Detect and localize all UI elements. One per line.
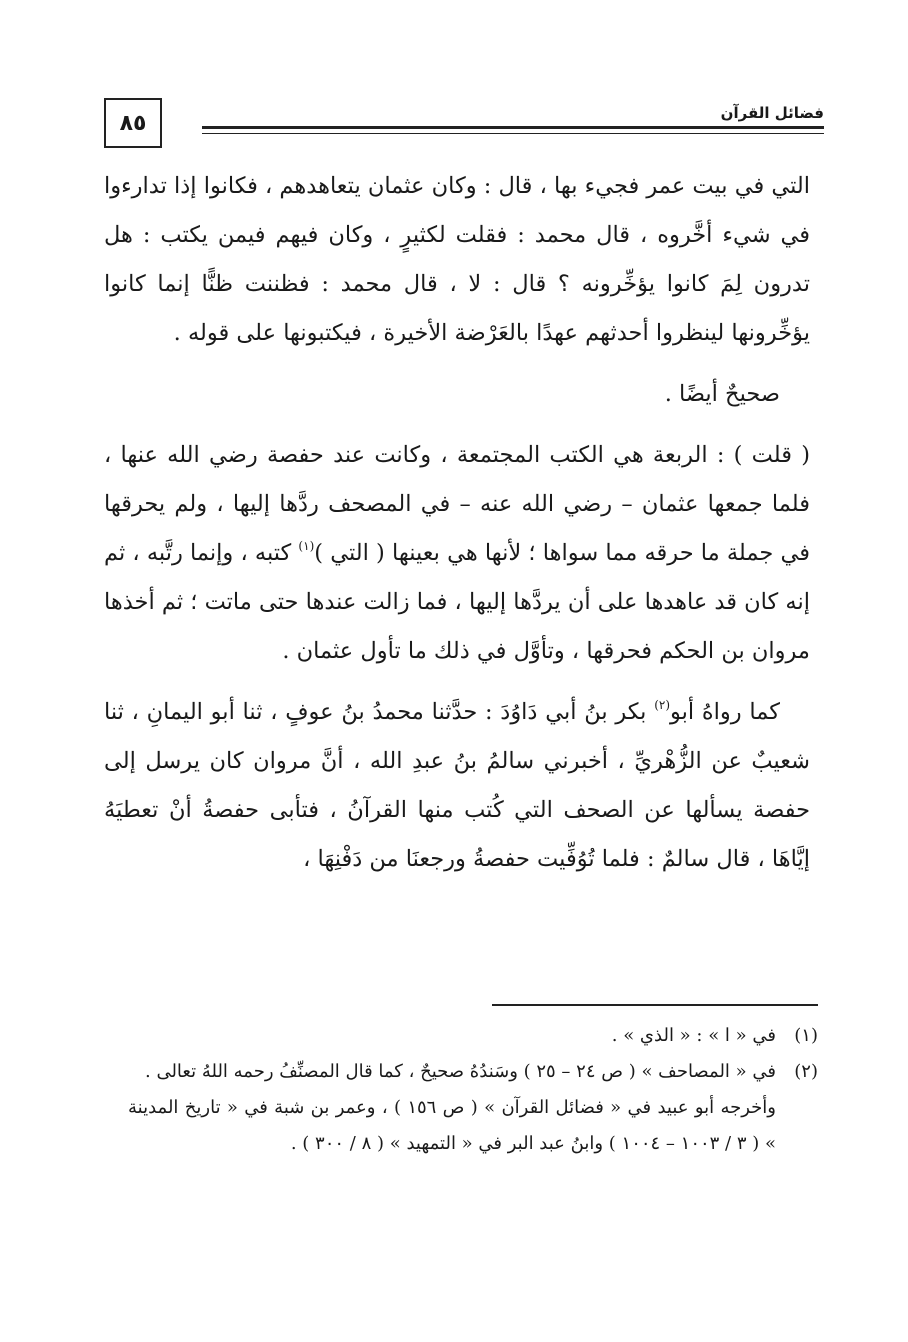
footnote-2 [128, 1054, 818, 1162]
paragraph-1: التي في بيت عمر فجيء بها ، قال : وكان عثمان يتعاهدهم ، فكانوا إذا تدارءوا في شيء أخَّروه ، قال محمد : فقلت لكثيرٍ ، وكان فيهم فيمن يكتب : هل تدرون لِمَ كانوا يؤخِّرونه ؟ قال : لا ، قال محمد : فظننت ظنًّا إنما كانوا يؤخِّرونها لينظروا أحدثهم عهدًا بالعَرْضة الأخيرة ، فيكتبونها على قوله . [103, 173, 810, 346]
paragraph-4 [104, 688, 810, 884]
footnote-number: (١) [794, 1025, 818, 1046]
paragraph-3-text-a: ( قلت ) : الربعة هي الكتب المجتمعة ، وكانت عند حفصة رضي الله عنها ، فلما جمعها عثمان – رضي الله عنه – في المصحف ردَّها إليها ، ولم يحرقها في جملة ما حرقه مما سواها ؛ لأنها هي بعينها ( التي ) [104, 442, 810, 566]
paragraph-4-text-a: كما رواهُ أبو [670, 699, 780, 725]
footnote-line: في « ا » : « الذي » . [611, 1025, 776, 1046]
footnote-line: في « المصاحف » ( ص ٢٤ – ٢٥ ) وسَندُهُ صحيحٌ ، كما قال المصنِّفُ رحمه اللهُ تعالى . [145, 1061, 776, 1082]
footnote-ref-2: (٢) [654, 698, 671, 712]
paragraph-2: صحيحٌ أيضًا . [664, 381, 780, 407]
footnotes [128, 1018, 818, 1162]
footnote-divider [492, 1004, 818, 1006]
footnote-line: وأخرجه أبو عبيد في « فضائل القرآن » ( ص ١٥٦ ) ، وعمر بن شبة في « تاريخ المدينة » ( ٣ / ١٠٠٣ – ١٠٠٤ ) وابنُ عبد البر في « التمهيد » ( ٨ / ٣٠٠ ) . [128, 1097, 777, 1154]
running-title: فضائل القرآن [720, 104, 824, 122]
footnote-1 [128, 1018, 818, 1054]
footnote-number: (٢) [794, 1061, 818, 1082]
paragraph-4-text-b: بكر بنُ أبي دَاوُدَ : حدَّثنا محمدُ بنُ عوفٍ ، ثنا أبو اليمانِ ، ثنا شعيبٌ عن الزُّهْريِّ ، أخبرني سالمُ بنُ عبدِ الله ، أنَّ مروان كان يرسل إلى حفصة يسألها عن الصحف التي كُتب منها القرآنُ ، فتأبى حفصةُ أنْ تعطيَهُ إيَّاهَا ، قال سالمٌ : فلما تُوُفِّيت حفصةُ ورجعنَا من دَفْنِهَا ، [104, 699, 810, 872]
header-rule-thin [202, 133, 824, 134]
page-number: ٨٥ [104, 98, 162, 148]
footnote-ref-1: (١) [298, 539, 315, 553]
paragraph-3 [104, 431, 810, 676]
main-text [104, 162, 810, 884]
header-rule-thick [202, 126, 824, 129]
footnote-body [128, 1054, 776, 1162]
page-header [104, 98, 824, 154]
paragraph-3-text-b: كتبه ، وإنما رتَّبه ، ثم إنه كان قد عاهدها على أن يردَّها إليها ، فما زالت عندها حتى ماتت ؛ ثم أخذها مروان بن الحكم فحرقها ، وتأوَّل في ذلك ما تأول عثمان . [104, 540, 810, 664]
footnote-body [128, 1018, 776, 1054]
